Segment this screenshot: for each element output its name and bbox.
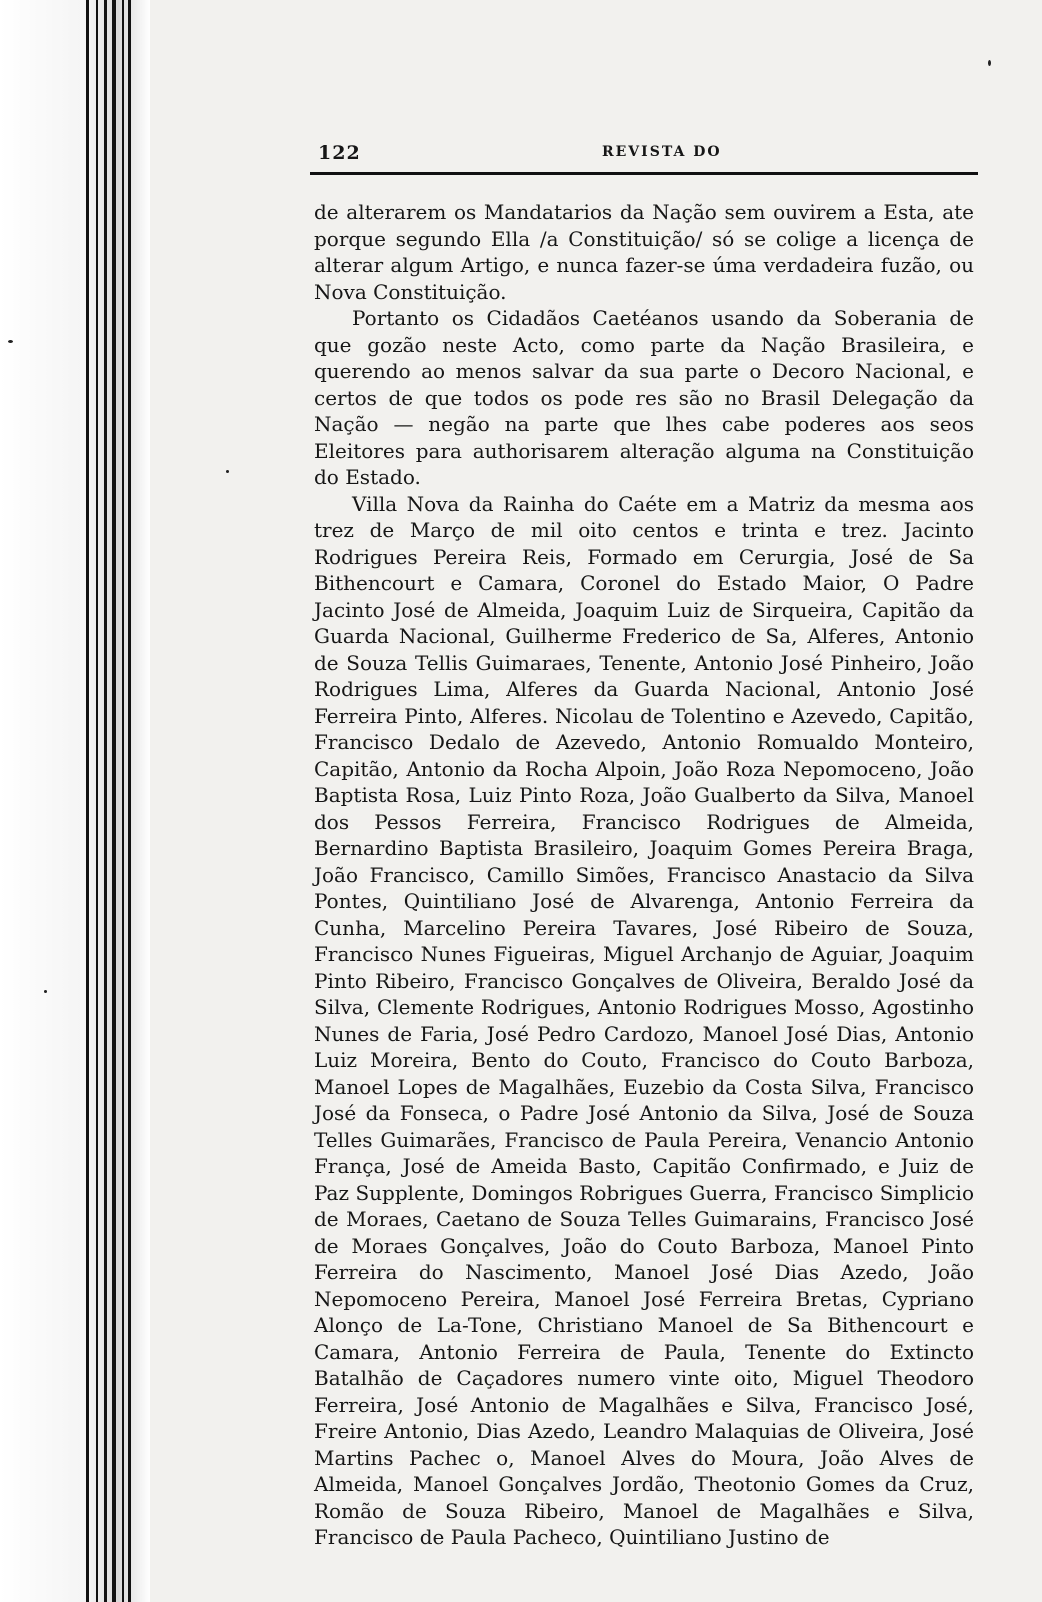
paragraph-resolution: Portanto os Cidadãos Caetéanos usando da Soberania de que gozão neste Acto, como parte da Nação Brasileira, e querendo ao menos salvar da sua parte o Decoro Nacional, e certos de que todos os pode res são no Brasil Delegação da Nação — negão na parte que lhes cabe poderes aos seos Eleitores para authorisarem alteração alguma na Constituição do Estado.	[314, 306, 974, 489]
page-number: 122	[318, 142, 361, 164]
page-body	[314, 199, 974, 1551]
gutter-line	[112, 0, 116, 1602]
book-page	[300, 140, 990, 1551]
book-gutter	[0, 0, 150, 1602]
gutter-line	[128, 0, 131, 1602]
page-header	[300, 140, 990, 164]
paragraph-signatories: Villa Nova da Rainha do Caéte em a Matriz da mesma aos trez de Março de mil oito centos e trinta e trez. Jacinto Rodrigues Pereira Reis, Formado em Cerurgia, José de Sa Bithencourt e Camara, Coronel do Estado Maior, O Padre Jacinto José de Almeida, Joaquim Luiz de Sirqueira, Capitão da Guarda Nacional, Guilherme Frederico de Sa, Alferes, Antonio de Souza Tellis Guimaraes, Tenente, Antonio José Pinheiro, João Rodrigues Lima, Alferes da Guarda Nacional, Antonio José Ferreira Pinto, Alferes. Nicolau de Tolentino e Azevedo, Capitão, Francisco Dedalo de Azevedo, Antonio Romualdo Monteiro, Capitão, Antonio da Rocha Alpoin, João Roza Nepomoceno, João Baptista Rosa, Luiz Pinto Roza, João Gualberto da Silva, Manoel dos Pessos Ferreira, Francisco Rodrigues de Almeida, Bernardino Baptista Brasileiro, Joaquim Gomes Pereira Braga, João Francisco, Camillo Simões, Francisco Anastacio da Silva Pontes, Quintiliano José de Alvarenga, Antonio Ferreira da Cunha, Marcelino Pereira Tavares, José Ribeiro de Souza, Francisco Nunes Figueiras, Miguel Archanjo de Aguiar, Joaquim Pinto Ribeiro, Francisco Gonçalves de Oliveira, Beraldo José da Silva, Clemente Rodrigues, Antonio Rodrigues Mosso, Agostinho Nunes de Faria, José Pedro Cardozo, Manoel José Dias, Antonio Luiz Moreira, Bento do Couto, Francisco do Couto Barboza, Manoel Lopes de Magalhães, Euzebio da Costa Silva, Francisco José da Fonseca, o Padre José Antonio da Silva, José de Souza Telles Guimarães, Francisco de Paula Pereira, Venancio Antonio França, José de Ameida Basto, Capitão Confirmado, e Juiz de Paz Supplente, Domingos Robrigues Guerra, Francisco Simplicio de Moraes, Caetano de Souza Telles Guimarains, Francisco José de Moraes Gonçalves, João do Couto Barboza, Manoel Pinto Ferreira do Nascimento, Manoel José Dias Azedo, João Nepomoceno Pereira, Manoel José Ferreira Bretas, Cypriano Alonço de La-Tone, Christiano Manoel de Sa Bithencourt e Camara, Antonio Ferreira de Paula, Tenente do Extincto Batalhão de Caçadores numero vinte oito, Miguel Theodoro Ferreira, José Antonio de Magalhães e Silva, Francisco José, Freire Antonio, Dias Azedo, Leandro Malaquias de Oliveira, José Martins Pachec o, Manoel Alves do Moura, João Alves de Almeida, Manoel Gonçalves Jordão, Theotonio Gomes da Cruz, Romão de Souza Ribeiro, Manoel de Magalhães e Silva, Francisco de Paula Pacheco, Quintiliano Justino de	[314, 491, 974, 1549]
gutter-line	[86, 0, 89, 1602]
gutter-line	[96, 0, 98, 1602]
dust-speck	[44, 990, 47, 993]
gutter-line	[122, 0, 124, 1602]
dust-speck	[8, 340, 13, 343]
dust-speck	[988, 60, 991, 66]
header-rule	[310, 172, 978, 175]
paragraph-continuation: de alterarem os Mandatarios da Nação sem ouvirem a Esta, ate porque segundo Ella /a Constituição/ só se colige a licença de alterar algum Artigo, e nunca fazer-se úma verdadeira fuzão, ou Nova Constituição.	[314, 200, 974, 304]
running-head: REVISTA DO	[602, 144, 722, 160]
dust-speck	[226, 470, 229, 473]
gutter-line	[104, 0, 107, 1602]
